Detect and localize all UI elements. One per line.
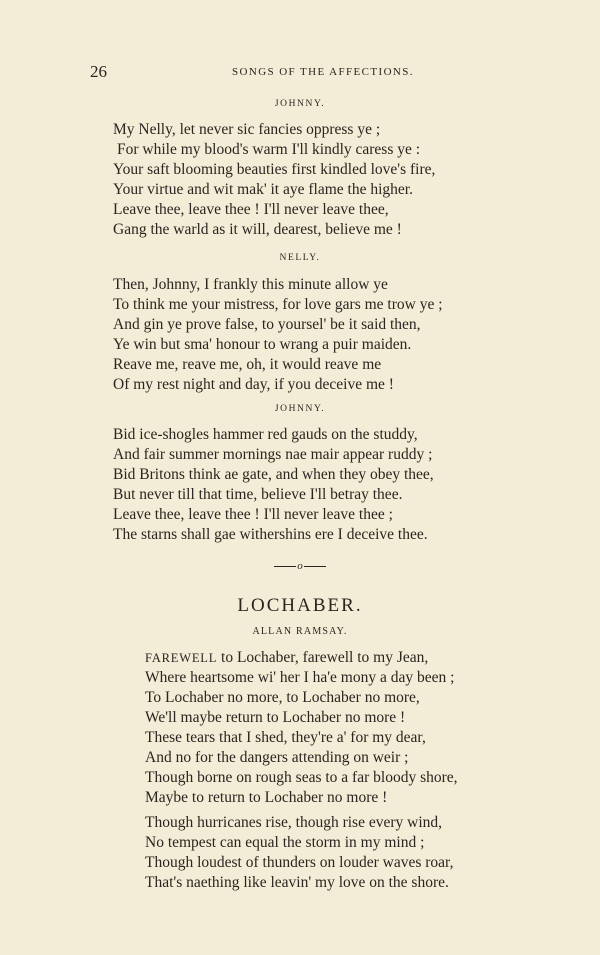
verse-line: And no for the dangers attending on weir ; [145, 749, 409, 766]
verse-line: The starns shall gae withershins ere I deceive thee. [113, 526, 428, 543]
verse-line: And fair summer mornings nae mair appear ruddy ; [113, 446, 433, 463]
verse-line: For while my blood's warm I'll kindly caress ye : [117, 141, 421, 158]
page-header [0, 62, 600, 82]
verse-line: Of my rest night and day, if you deceive me ! [113, 376, 394, 393]
verse-line: Where heartsome wi' her I ha'e mony a day been ; [145, 669, 455, 686]
verse-line: Bid ice-shogles hammer red gauds on the studdy, [113, 426, 418, 443]
stanza-johnny-2 [113, 425, 434, 545]
verse-line [145, 648, 458, 668]
verse-line: Leave thee, leave thee ! I'll never leave thee ; [113, 506, 393, 523]
running-title: SONGS OF THE AFFECTIONS. [232, 66, 414, 78]
verse-line: Ye win but sma' honour to wrang a puir maiden. [113, 336, 412, 353]
verse-line: Maybe to return to Lochaber no more ! [145, 789, 388, 806]
verse-line: Though loudest of thunders on louder waves roar, [145, 854, 454, 871]
verse-line: My Nelly, let never sic fancies oppress ye ; [113, 121, 381, 138]
verse-line: Reave me, reave me, oh, it would reave me [113, 356, 382, 373]
section-divider [0, 560, 600, 572]
verse-line: Your saft blooming beauties first kindled love's fire, [113, 161, 436, 178]
stanza-johnny-1 [113, 120, 435, 240]
verse-line: Though borne on rough seas to a far bloody shore, [145, 769, 458, 786]
verse-line: To Lochaber no more, to Lochaber no more, [145, 689, 420, 706]
speaker-label: NELLY. [279, 253, 321, 263]
verse-line: Then, Johnny, I frankly this minute allow ye [113, 276, 388, 293]
verse-line: Your virtue and wit mak' it aye flame the higher. [113, 181, 413, 198]
divider-rule [304, 566, 326, 567]
song-author: ALLAN RAMSAY. [252, 626, 348, 637]
divider-rule [274, 566, 296, 567]
first-word-smallcaps: FAREWELL [145, 651, 218, 665]
stanza-lochaber-1 [145, 648, 458, 808]
verse-line: But never till that time, believe I'll betray thee. [113, 486, 403, 503]
stanza-nelly [113, 275, 443, 395]
verse-line: And gin ye prove false, to yoursel' be it said then, [113, 316, 421, 333]
verse-line: No tempest can equal the storm in my mind ; [145, 834, 425, 851]
verse-line: These tears that I shed, they're a' for my dear, [145, 729, 426, 746]
verse-line: Bid Britons think ae gate, and when they obey thee, [113, 466, 434, 483]
verse-line: To think me your mistress, for love gars me trow ye ; [113, 296, 443, 313]
page-number: 26 [90, 62, 107, 81]
verse-line: Though hurricanes rise, though rise every wind, [145, 814, 443, 831]
verse-line: We'll maybe return to Lochaber no more ! [145, 709, 406, 726]
verse-line: Gang the warld as it will, dearest, believe me ! [113, 221, 402, 238]
verse-line: Leave thee, leave thee ! I'll never leave thee, [113, 201, 389, 218]
stanza-lochaber-2 [145, 813, 453, 893]
speaker-label: JOHNNY. [274, 99, 326, 109]
verse-line: That's naething like leavin' my love on the shore. [145, 874, 449, 891]
divider-mark: o [297, 560, 303, 572]
song-title: LOCHABER. [237, 595, 363, 616]
speaker-label: JOHNNY. [274, 404, 326, 414]
verse-line-rest: to Lochaber, farewell to my Jean, [217, 649, 429, 666]
